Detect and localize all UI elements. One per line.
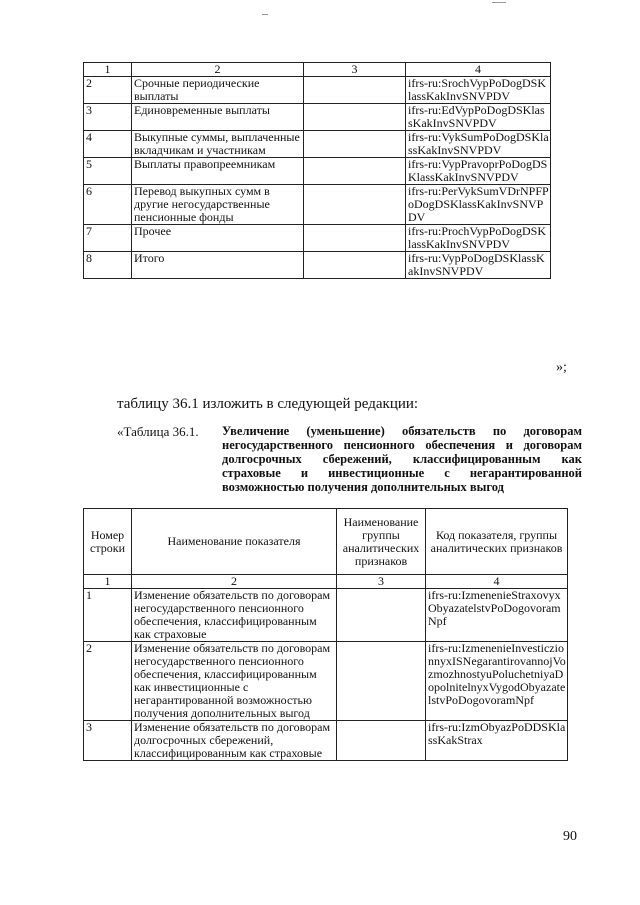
table-row (84, 104, 551, 131)
table-row (84, 589, 568, 642)
column-number: 4 (426, 575, 568, 589)
group-name (304, 104, 406, 131)
closing-quote: »; (556, 360, 567, 375)
group-name (337, 642, 426, 721)
indicator-code: ifrs-ru:VypPravoprPoDogDSKlassKakInvSNVPDV (406, 158, 551, 185)
table-continuation (83, 62, 551, 279)
table-row (84, 252, 551, 279)
row-number: 3 (84, 721, 132, 761)
indicator-name: Изменение обязательств по договорам негосударственного пенсионного обеспечения, классифицированным как страховые (132, 589, 337, 642)
group-name (304, 158, 406, 185)
indicator-code: ifrs-ru:SrochVypPoDogDSKlassKakInvSNVPDV (406, 77, 551, 104)
column-number: 3 (337, 575, 426, 589)
indicator-code: ifrs-ru:VypPoDogDSKlassKakInvSNVPDV (406, 252, 551, 279)
table-row (84, 131, 551, 158)
row-number: 1 (84, 589, 132, 642)
column-header: Номер строки (84, 509, 132, 575)
table-row (84, 158, 551, 185)
table-row (84, 225, 551, 252)
indicator-code: ifrs-ru:IzmObyazPoDDSKlassKakStrax (426, 721, 568, 761)
group-name (304, 185, 406, 225)
table-36-1 (83, 508, 568, 761)
table-numbering-row (84, 63, 551, 77)
page-number: 90 (563, 829, 577, 844)
group-name (337, 721, 426, 761)
column-header: Код показателя, группы аналитических признаков (426, 509, 568, 575)
column-number: 2 (132, 63, 304, 77)
group-name (304, 225, 406, 252)
table-row (84, 185, 551, 225)
table-numbering-row (84, 575, 568, 589)
instruction-text: таблицу 36.1 изложить в следующей редакции: (117, 396, 419, 412)
scan-mark (262, 14, 268, 15)
table-row (84, 642, 568, 721)
row-number: 5 (84, 158, 132, 185)
row-number: 8 (84, 252, 132, 279)
indicator-code: ifrs-ru:IzmenenieStraxovyxObyazatelstvPoDogovoramNpf (426, 589, 568, 642)
group-name (337, 589, 426, 642)
indicator-code: ifrs-ru:IzmenenieInvesticzionnyxISNegarantirovannojVozmozhnostyuPoluchetniyaDopolnitelnyxVygodObyazatelstvPoDogovoramNpf (426, 642, 568, 721)
column-number: 1 (84, 63, 132, 77)
indicator-code: ifrs-ru:VykSumPoDogDSKlassKakInvSNVPDV (406, 131, 551, 158)
table-caption-title: Увеличение (уменьшение) обязательств по договорам негосударственного пенсионного обеспечения и договорам долгосрочных сбережений, классифицированным как страховые и инвестиционные с негарантированной возможностью получения дополнительных выгод (222, 424, 582, 494)
indicator-name: Срочные периодические выплаты (132, 77, 304, 104)
indicator-name: Изменение обязательств по договорам долгосрочных сбережений, классифицированным как страховые (132, 721, 337, 761)
row-number: 2 (84, 77, 132, 104)
group-name (304, 77, 406, 104)
row-number: 6 (84, 185, 132, 225)
indicator-code: ifrs-ru:PerVykSumVDrNPFPoDogDSKlassKakInvSNVPDV (406, 185, 551, 225)
indicator-name: Изменение обязательств по договорам негосударственного пенсионного обеспечения, классифицированным как инвестиционные с негарантированной возможностью получения дополнительных выгод (132, 642, 337, 721)
indicator-name: Перевод выкупных сумм в другие негосударственные пенсионные фонды (132, 185, 304, 225)
group-name (304, 131, 406, 158)
column-header: Наименование показателя (132, 509, 337, 575)
indicator-code: ifrs-ru:EdVypPoDogDSKlassKakInvSNVPDV (406, 104, 551, 131)
table-row (84, 721, 568, 761)
column-header: Наименование группы аналитических признаков (337, 509, 426, 575)
table-row (84, 77, 551, 104)
indicator-name: Единовременные выплаты (132, 104, 304, 131)
row-number: 7 (84, 225, 132, 252)
table-caption-prefix: «Таблица 36.1. (117, 424, 199, 439)
row-number: 2 (84, 642, 132, 721)
column-number: 1 (84, 575, 132, 589)
column-number: 3 (304, 63, 406, 77)
indicator-name: Выплаты правопреемникам (132, 158, 304, 185)
row-number: 3 (84, 104, 132, 131)
indicator-code: ifrs-ru:ProchVypPoDogDSKlassKakInvSNVPDV (406, 225, 551, 252)
row-number: 4 (84, 131, 132, 158)
indicator-name: Прочее (132, 225, 304, 252)
group-name (304, 252, 406, 279)
indicator-name: Итого (132, 252, 304, 279)
table-header-row (84, 509, 568, 575)
column-number: 2 (132, 575, 337, 589)
scan-mark (492, 2, 506, 3)
indicator-name: Выкупные суммы, выплаченные вкладчикам и участникам (132, 131, 304, 158)
column-number: 4 (406, 63, 551, 77)
